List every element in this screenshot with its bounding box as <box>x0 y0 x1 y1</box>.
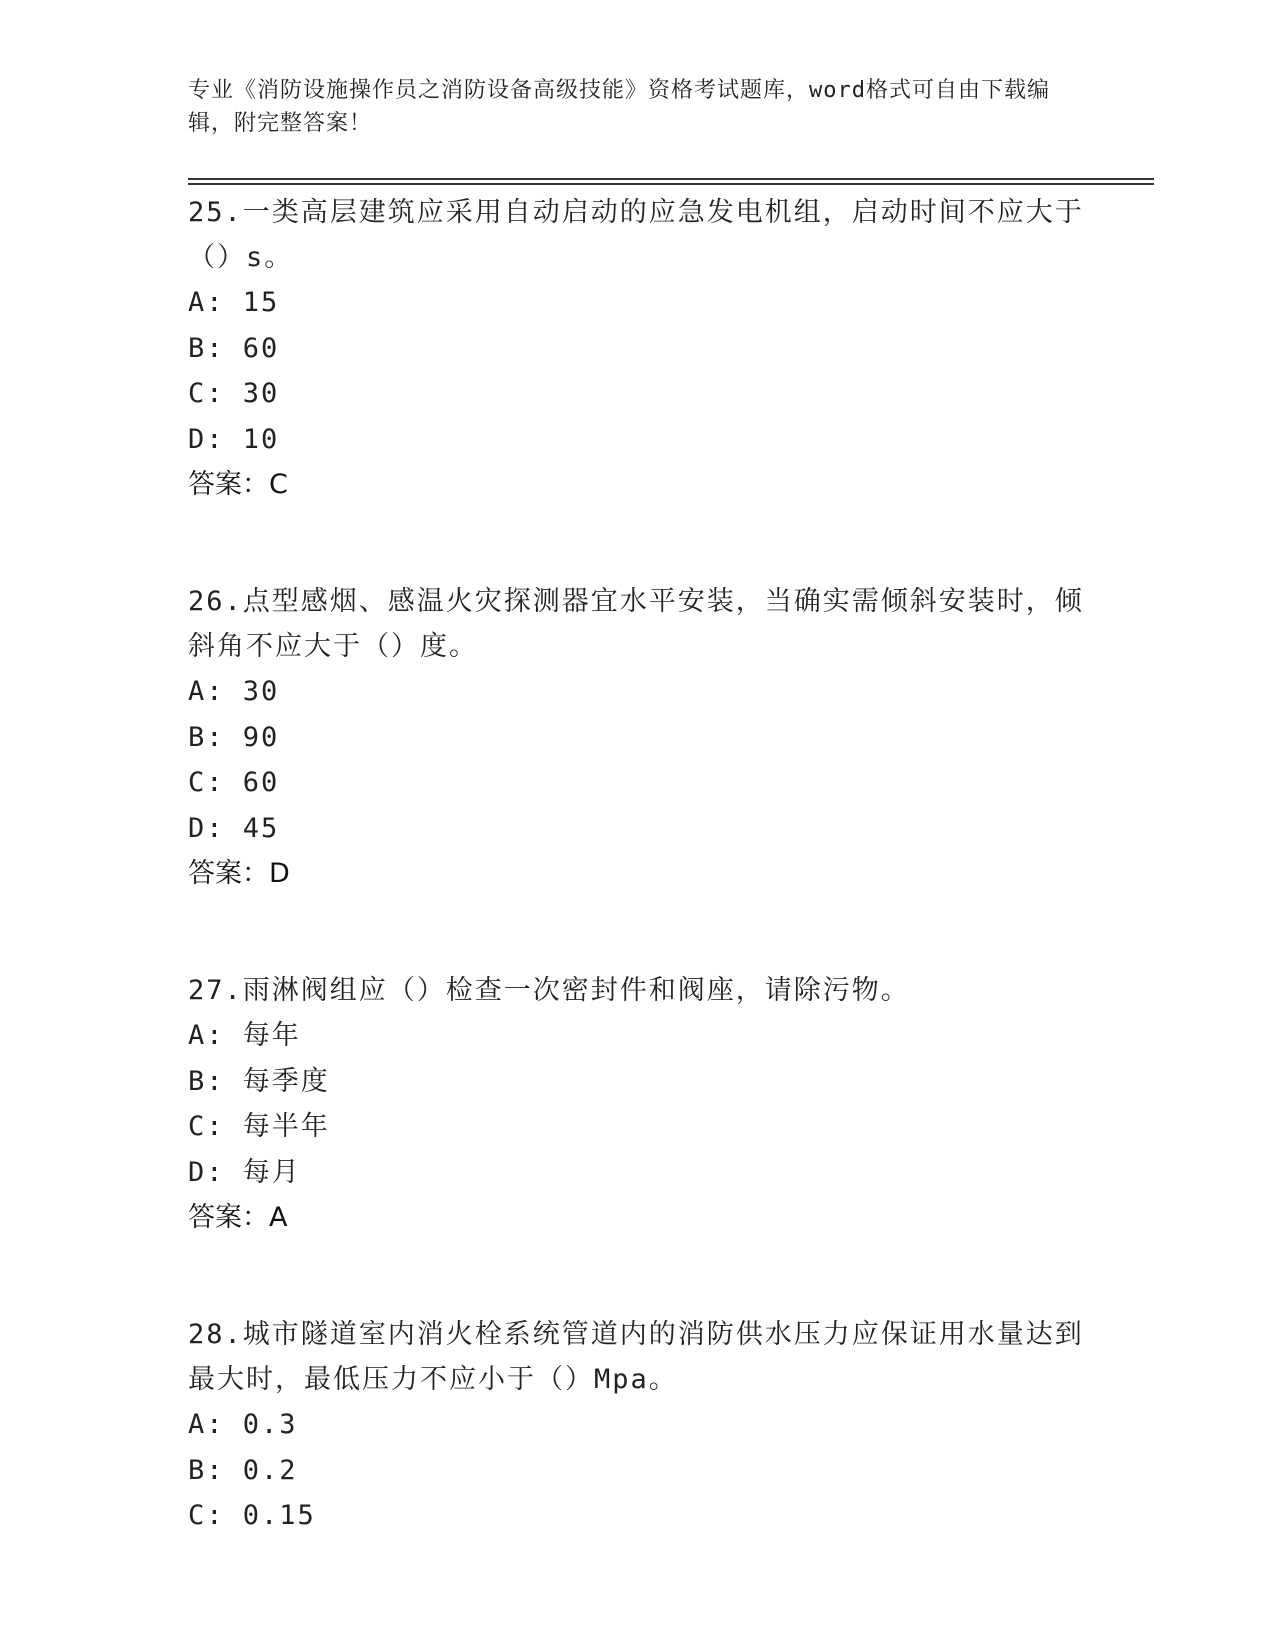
question-26 <box>188 579 1088 896</box>
question-spacer <box>188 1240 1088 1312</box>
question-27 <box>188 968 1088 1240</box>
option-d: D: 每月 <box>188 1156 301 1188</box>
question-spacer <box>188 896 1088 968</box>
option-b: B: 60 <box>188 332 280 364</box>
option-b: B: 0.2 <box>188 1454 298 1486</box>
option-a: A: 15 <box>188 287 280 318</box>
question-list <box>188 190 1088 1539</box>
option-b: B: 90 <box>188 721 280 753</box>
answer-line: 答案：C <box>188 469 288 500</box>
option-c: C: 60 <box>188 767 280 798</box>
document-header: 专业《消防设施操作员之消防设备高级技能》资格考试题库，word格式可自由下载编辑，附完整答案！ <box>188 78 1050 136</box>
question-28 <box>188 1312 1088 1539</box>
question-spacer <box>188 507 1088 579</box>
option-a: A: 每年 <box>188 1020 301 1051</box>
header-divider-bottom <box>188 183 1154 185</box>
answer-line: 答案：A <box>188 1202 288 1233</box>
option-d: D: 10 <box>188 423 280 455</box>
question-stem: 28.城市隧道室内消火栓系统管道内的消防供水压力应保证用水量达到最大时，最低压力不应小于（）Mpa。 <box>188 1319 1084 1395</box>
question-stem: 27.雨淋阀组应（）检查一次密封件和阀座，请除污物。 <box>188 975 910 1006</box>
option-c: C: 30 <box>188 378 280 409</box>
question-stem: 26.点型感烟、感温火灾探测器宜水平安装，当确实需倾斜安装时，倾斜角不应大于（）度。 <box>188 586 1084 662</box>
question-stem: 25.一类高层建筑应采用自动启动的应急发电机组，启动时间不应大于（）s。 <box>188 197 1084 273</box>
option-a: A: 30 <box>188 676 280 707</box>
option-b: B: 每季度 <box>188 1065 330 1097</box>
option-c: C: 0.15 <box>188 1500 316 1531</box>
header-divider-top <box>188 178 1154 180</box>
option-d: D: 45 <box>188 812 280 844</box>
option-a: A: 0.3 <box>188 1409 298 1440</box>
answer-line: 答案：D <box>188 858 290 889</box>
option-c: C: 每半年 <box>188 1111 330 1142</box>
question-25 <box>188 190 1088 507</box>
